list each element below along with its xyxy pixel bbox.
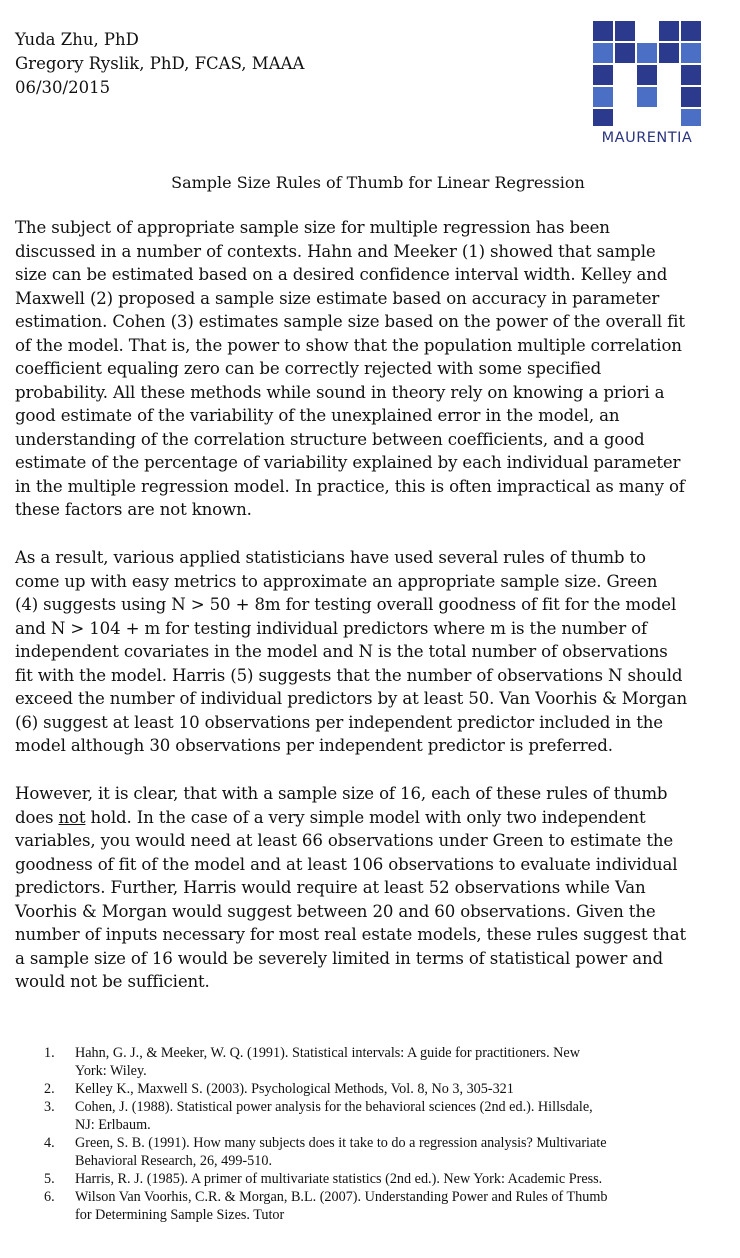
document-date: 06/30/2015 bbox=[15, 78, 111, 97]
paragraph-line: independent covariates in the model and N is the total number of observations bbox=[15, 642, 668, 661]
paragraph-line: and N > 104 + m for testing individual predictors where m is the number of bbox=[15, 618, 647, 638]
paragraph-line: of the model. That is, the power to show that the population multiple correlation bbox=[15, 335, 682, 355]
paragraph-line: come up with easy metrics to approximate an appropriate sample size. Green bbox=[15, 571, 658, 591]
paragraph-line: coefficient equaling zero can be correctly rejected with some specified bbox=[15, 359, 602, 378]
logo-tile bbox=[593, 21, 613, 41]
paragraph-line: probability. All these methods while sound in theory rely on knowing a priori a bbox=[15, 382, 665, 402]
reference-line: Hahn, G. J., & Meeker, W. Q. (1991). Statistical intervals: A guide for practitioners. New bbox=[75, 1045, 580, 1061]
logo-tile bbox=[681, 21, 701, 41]
paragraph-line: (6) suggest at least 10 observations per independent predictor included in the bbox=[15, 712, 663, 732]
paragraph-line: size can be estimated based on a desired confidence interval width. Kelley and bbox=[15, 265, 668, 284]
paragraph-line: goodness of fit of the model and at least 106 observations to evaluate individual bbox=[15, 854, 678, 874]
reference-line: Kelley K., Maxwell S. (2003). Psychological Methods, Vol. 8, No 3, 305-321 bbox=[75, 1081, 514, 1097]
reference-list bbox=[44, 1044, 724, 1224]
reference-line: Cohen, J. (1988). Statistical power analysis for the behavioral sciences (2nd ed.). Hillsdale, bbox=[75, 1099, 593, 1115]
reference-text bbox=[75, 1080, 724, 1098]
body-paragraph bbox=[15, 546, 727, 758]
logo-tile bbox=[681, 43, 701, 63]
body-paragraph bbox=[15, 216, 727, 522]
reference-text bbox=[75, 1044, 724, 1080]
logo-tile bbox=[593, 65, 613, 85]
text-run: does bbox=[15, 807, 59, 827]
document-title: Sample Size Rules of Thumb for Linear Regression bbox=[171, 173, 585, 192]
reference-item bbox=[44, 1134, 724, 1170]
logo-tile bbox=[681, 109, 701, 126]
reference-line: Behavioral Research, 26, 499-510. bbox=[75, 1153, 272, 1169]
paragraph-line: exceed the number of individual predictors by at least 50. Van Voorhis & Morgan bbox=[15, 689, 688, 708]
underlined-text: not bbox=[58, 807, 86, 827]
reference-line: York: Wiley. bbox=[75, 1063, 147, 1079]
reference-text bbox=[75, 1134, 724, 1170]
body-paragraph bbox=[15, 782, 727, 994]
reference-item bbox=[44, 1188, 724, 1224]
reference-line: Green, S. B. (1991). How many subjects does it take to do a regression analysis? Multivariate bbox=[75, 1135, 607, 1151]
paragraph-line: fit with the model. Harris (5) suggests that the number of observations N should bbox=[15, 665, 683, 685]
author-block bbox=[15, 28, 304, 100]
paragraph-line: good estimate of the variability of the unexplained error in the model, an bbox=[15, 406, 620, 425]
paragraph-line: variables, you would need at least 66 observations under Green to estimate the bbox=[15, 831, 674, 850]
reference-number: 2. bbox=[44, 1081, 55, 1097]
logo-tile bbox=[659, 43, 679, 63]
reference-text bbox=[75, 1170, 724, 1188]
paragraph-line: (4) suggests using N > 50 + 8m for testing overall goodness of fit for the model bbox=[15, 595, 677, 614]
reference-number: 5. bbox=[44, 1171, 55, 1187]
logo-tile bbox=[637, 87, 657, 107]
logo-tile bbox=[681, 87, 701, 107]
reference-item bbox=[44, 1170, 724, 1188]
reference-number: 6. bbox=[44, 1189, 55, 1205]
text-run: hold. In the case of a very simple model with only two independent bbox=[85, 807, 646, 827]
paragraph-line: number of inputs necessary for most real estate models, these rules suggest that bbox=[15, 925, 686, 944]
logo-tile bbox=[681, 65, 701, 85]
reference-item bbox=[44, 1044, 724, 1080]
reference-number: 4. bbox=[44, 1135, 55, 1151]
reference-line: NJ: Erlbaum. bbox=[75, 1117, 151, 1133]
logo-tile bbox=[637, 65, 657, 85]
reference-line: Harris, R. J. (1985). A primer of multivariate statistics (2nd ed.). New York: Academic Press. bbox=[75, 1171, 603, 1187]
paragraph-line: estimation. Cohen (3) estimates sample size based on the power of the overall fit bbox=[15, 312, 685, 331]
logo-tile bbox=[593, 87, 613, 107]
logo-tile bbox=[615, 43, 635, 63]
paragraph-line: a sample size of 16 would be severely limited in terms of statistical power and bbox=[15, 948, 664, 968]
paragraph-line: model although 30 observations per independent predictor is preferred. bbox=[15, 736, 613, 755]
logo-tile bbox=[615, 21, 635, 41]
paragraph-line: Maxwell (2) proposed a sample size estimate based on accuracy in parameter bbox=[15, 288, 660, 308]
paragraph-line: understanding of the correlation structure between coefficients, and a good bbox=[15, 429, 645, 449]
reference-item bbox=[44, 1080, 724, 1098]
logo-tile bbox=[593, 109, 613, 126]
paragraph-line: these factors are not known. bbox=[15, 500, 252, 519]
logo-wordmark: MAURENTIA bbox=[601, 130, 693, 146]
paragraph-line: As a result, various applied statisticians have used several rules of thumb to bbox=[15, 548, 646, 567]
reference-line: Wilson Van Voorhis, C.R. & Morgan, B.L. (2007). Understanding Power and Rules of Thumb bbox=[75, 1189, 608, 1205]
paragraph-line: The subject of appropriate sample size for multiple regression has been bbox=[15, 218, 610, 237]
logo-tile bbox=[637, 43, 657, 63]
paragraph-line bbox=[15, 806, 727, 830]
maurentia-logo bbox=[592, 20, 702, 126]
paragraph-line: in the multiple regression model. In practice, this is often impractical as many of bbox=[15, 476, 685, 496]
paragraph-line: would not be sufficient. bbox=[15, 972, 210, 991]
paragraph-line: However, it is clear, that with a sample size of 16, each of these rules of thumb bbox=[15, 784, 668, 803]
reference-number: 3. bbox=[44, 1099, 55, 1115]
paragraph-line: predictors. Further, Harris would require at least 52 observations while Van bbox=[15, 878, 646, 897]
paragraph-line: discussed in a number of contexts. Hahn and Meeker (1) showed that sample bbox=[15, 241, 656, 261]
reference-number: 1. bbox=[44, 1045, 55, 1061]
author-name: Gregory Ryslik, PhD, FCAS, MAAA bbox=[15, 54, 305, 73]
reference-item bbox=[44, 1098, 724, 1134]
logo-tile bbox=[659, 21, 679, 41]
logo-tile bbox=[593, 43, 613, 63]
reference-text bbox=[75, 1188, 724, 1224]
author-name: Yuda Zhu, PhD bbox=[15, 30, 139, 49]
paragraph-line: estimate of the percentage of variability explained by each individual parameter bbox=[15, 453, 681, 472]
reference-text bbox=[75, 1098, 724, 1134]
reference-line: for Determining Sample Sizes. Tutor bbox=[75, 1207, 285, 1223]
paragraph-line: Voorhis & Morgan would suggest between 20 and 60 observations. Given the bbox=[15, 901, 656, 921]
